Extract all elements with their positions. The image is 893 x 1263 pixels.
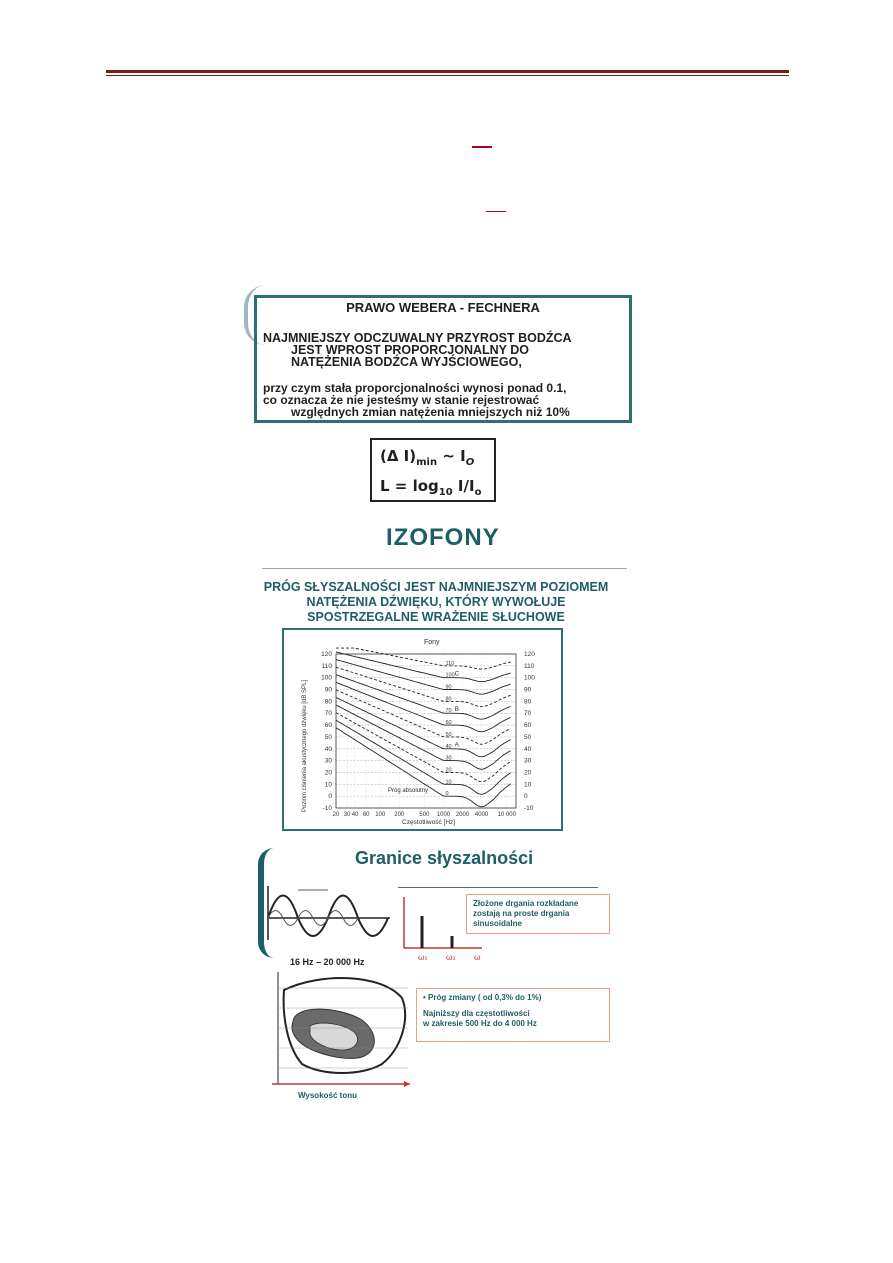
curve-label: 10 (445, 779, 452, 786)
tone-height-label: Wysokość tonu (298, 1091, 357, 1100)
curve-label: 70 (445, 708, 452, 715)
y-tick-label: 20 (324, 769, 332, 777)
fraction-bar (486, 211, 506, 212)
isophone-chart-svg (284, 630, 561, 829)
izofony-subtitle: PRÓG SŁYSZALNOŚCI JEST NAJMNIEJSZYM POZIOMEM NATĘŻENIA DŹWIĘKU, KTÓRY WYWOŁUJE SPOSTRZEGALNE WRAŻENIE SŁUCHOWE (263, 580, 609, 624)
curve-label: 40 (445, 743, 452, 750)
y-tick-label: 40 (524, 745, 532, 753)
x-tick-label: 30 (343, 812, 351, 818)
y-tick-label: 120 (524, 651, 535, 658)
x-tick-label: 60 (362, 812, 370, 818)
curve-label: 50 (445, 731, 452, 738)
y-axis-label: Poziom ciśnienia akustycznego dźwięku [dB SPL] (302, 679, 308, 812)
curve-label: 110 (445, 660, 455, 667)
weber-line: co oznacza że nie jesteśmy w stanie rejestrować (263, 393, 540, 407)
curve-label: 20 (445, 767, 452, 774)
isophone-chart (282, 628, 563, 831)
formula-box (370, 438, 496, 502)
chart-curves (336, 648, 511, 807)
y-tick-label: 90 (324, 686, 332, 694)
y-tick-label: 10 (324, 781, 332, 789)
y-tick-label: 100 (524, 674, 535, 682)
y-tick-label: 90 (524, 686, 532, 694)
fraction-bar (472, 146, 492, 148)
formula-proportion: (Δ $I)_{min}$ ~ $I_O$ (380, 447, 475, 468)
x-ticks (333, 812, 517, 818)
y-tick-label: 110 (524, 662, 535, 670)
x-tick-label: 20 (332, 812, 340, 818)
waveform-illustration (262, 880, 394, 944)
x-tick-label: 500 (419, 812, 430, 818)
y-ticks-left (321, 651, 332, 812)
x-axis-label: Częstotliwość [Hz] (402, 819, 456, 826)
curve-label: 30 (445, 755, 452, 762)
x-tick-label: 10 000 (497, 812, 516, 818)
curve-label: 80 (445, 696, 452, 703)
curve-marker: C (454, 670, 460, 678)
y-tick-label: 60 (524, 722, 532, 730)
weber-fechner-box (254, 295, 632, 423)
curve-marker: A (454, 741, 459, 749)
y-tick-label: 0 (524, 793, 528, 801)
x-tick-label: 1000 (436, 812, 451, 818)
izofony-title: IZOFONY (386, 524, 500, 551)
y-tick-label: -10 (322, 805, 332, 812)
izofony-rule (262, 568, 627, 569)
decomposition-note: Złożone drgania rozkładane zostają na proste drgania sinusoidalne (466, 894, 610, 934)
y-tick-label: 110 (321, 662, 332, 670)
x-tick-label: 200 (394, 812, 405, 818)
weber-line: NATĘŻENIA BODŹCA WYJŚCIOWEGO, (291, 355, 522, 369)
divider (398, 887, 598, 888)
y-tick-label: 30 (524, 757, 532, 765)
granice-title: Granice słyszalności (355, 848, 534, 868)
isophone-curve (336, 660, 511, 695)
omega2-label: ω₂ (446, 953, 456, 962)
curve-labels (445, 661, 459, 797)
weber-line: JEST WPROST PROPORCJONALNY DO (291, 343, 529, 357)
omega1-label: ω₁ (418, 953, 428, 962)
weber-title: PRAWO WEBERA - FECHNERA (346, 300, 540, 315)
annotation-threshold: Próg absolutny (388, 788, 429, 794)
header-rule-thin (106, 75, 789, 76)
y-tick-label: 50 (524, 733, 532, 741)
y-tick-label: 50 (324, 733, 332, 741)
formula-log: $L = \log_{10} I/I_o$ (380, 477, 482, 498)
y-tick-label: 40 (324, 745, 332, 753)
y-tick-label: 20 (524, 769, 532, 777)
curve-label: 100 (445, 672, 455, 679)
x-tick-label: 4000 (474, 812, 489, 818)
x-tick-label: 100 (375, 812, 386, 818)
y-tick-label: 120 (321, 651, 332, 658)
y-ticks-right (524, 651, 535, 812)
x-tick-label: 40 (351, 812, 359, 818)
curve-label: 60 (445, 720, 452, 727)
y-tick-label: 60 (324, 722, 332, 730)
y-tick-label: -10 (524, 805, 534, 812)
y-tick-label: 30 (324, 757, 332, 765)
y-tick-label: 80 (324, 698, 332, 706)
curve-label: 0 (445, 791, 449, 798)
header-rule (106, 70, 789, 73)
isophone-curve (336, 713, 511, 782)
y-tick-label: 70 (324, 710, 332, 718)
y-tick-label: 70 (524, 710, 532, 718)
y-tick-label: 10 (524, 781, 532, 789)
curve-label: 90 (445, 684, 452, 691)
weber-line: przy czym stała proporcjonalności wynosi ponad 0.1, (263, 381, 567, 395)
chart-title: Fony (424, 639, 440, 646)
change-threshold-note: • Próg zmiany ( od 0,3% do 1%) Najniższy dla częstotliwości w zakresie 500 Hz do 4 000 Hz (416, 988, 610, 1042)
y-tick-label: 0 (328, 793, 332, 801)
frequency-range: 16 Hz – 20 000 Hz (290, 957, 365, 967)
x-tick-label: 2000 (455, 812, 470, 818)
weber-line: NAJMNIEJSZY ODCZUWALNY PRZYROST BODŹCA (263, 331, 572, 345)
weber-line: względnych zmian natężenia mniejszych niż 10% (291, 405, 570, 419)
y-tick-label: 100 (321, 674, 332, 682)
y-tick-label: 80 (524, 698, 532, 706)
omega-label: ω (474, 953, 481, 962)
curve-marker: B (454, 705, 459, 713)
hearing-area-illustration (262, 968, 412, 1098)
